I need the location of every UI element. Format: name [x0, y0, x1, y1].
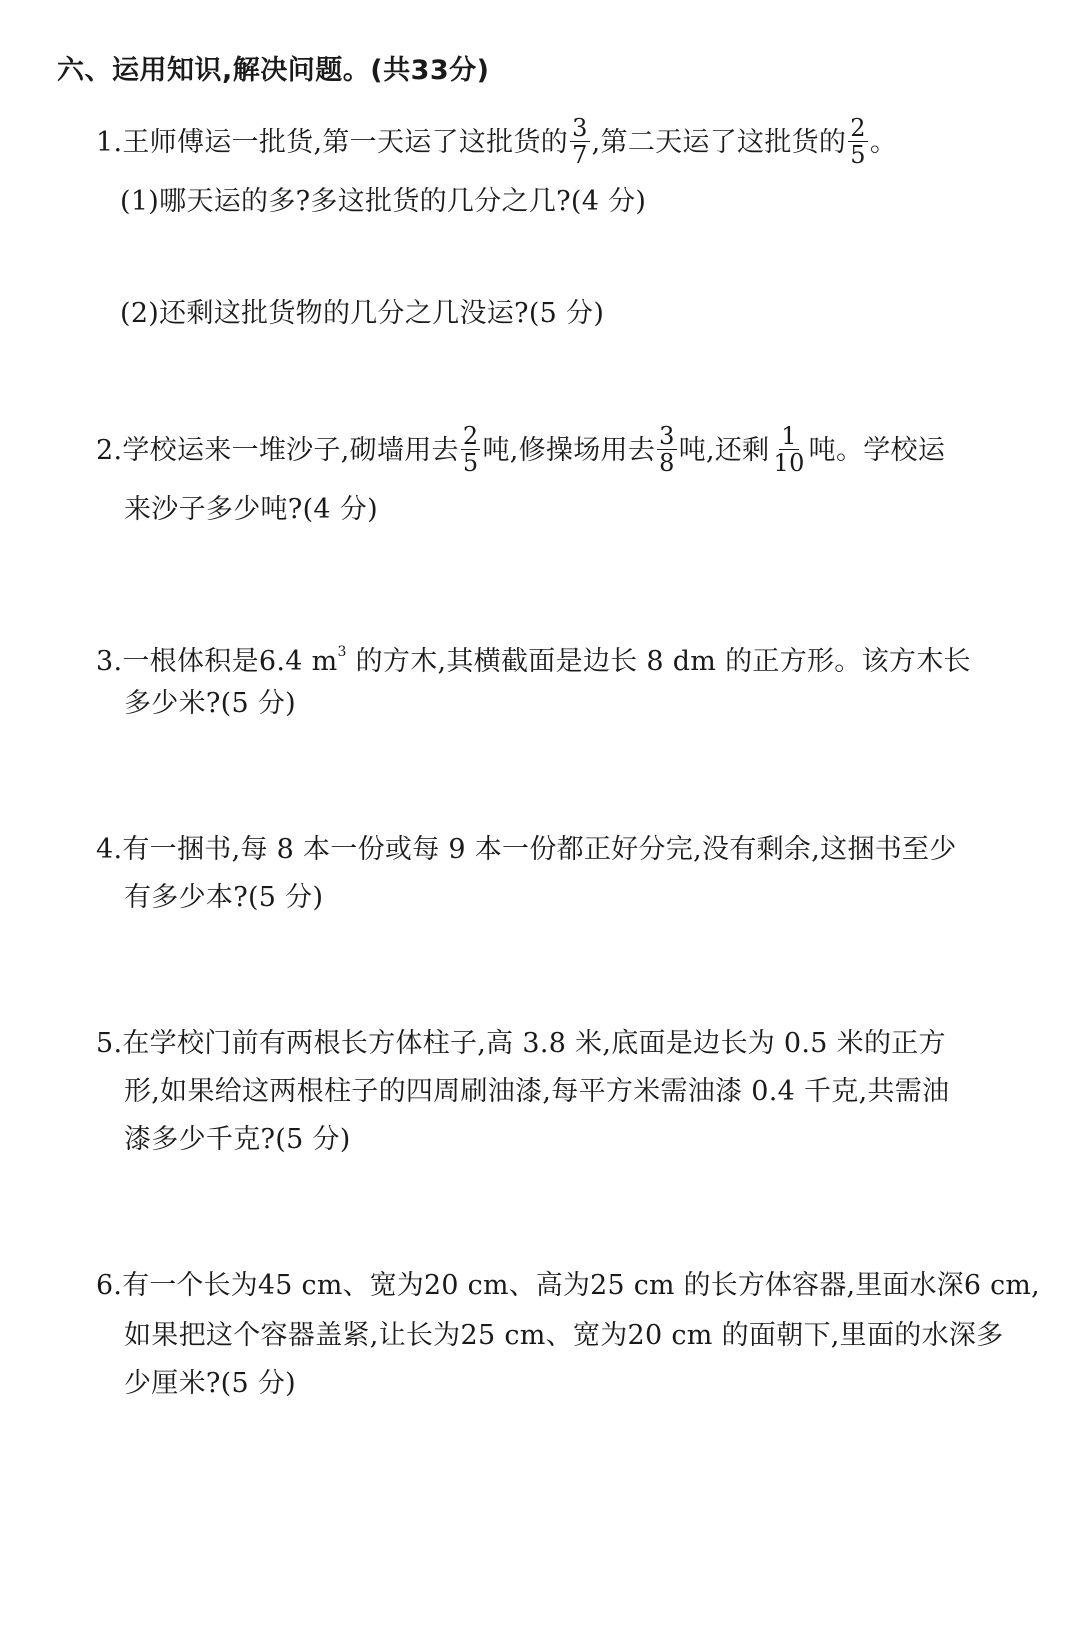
question-3-text-b: 的方木,其横截面是边长 8 dm 的正方形。该方木长: [346, 646, 971, 677]
question-4-text: 有一捆书,每 8 本一份或每 9 本一份都正好分完,没有剩余,这捆书至少: [122, 834, 957, 865]
fraction-3-7: [570, 116, 590, 167]
question-6-line-2: 如果把这个容器盖紧,让长为25 cm、宽为20 cm 的面朝下,里面的水深多: [124, 1320, 1004, 1351]
question-1-text-a: 王师傅运一批货,第一天运了这批货的: [122, 127, 569, 158]
question-4-number: 4.: [96, 834, 123, 865]
fraction-numerator: 2: [462, 422, 479, 450]
question-1: [96, 114, 898, 169]
question-2-text-d: 吨。学校运: [808, 435, 946, 466]
question-2-text-b: 吨,修操场用去: [482, 435, 656, 466]
question-6-text: 有一个长为45 cm、宽为20 cm、高为25 cm 的长方体容器,里面水深6 cm,: [122, 1270, 1040, 1301]
question-3-number: 3.: [96, 646, 123, 677]
fraction-numerator: 1: [781, 422, 797, 450]
question-5-text: 在学校门前有两根长方体柱子,高 3.8 米,底面是边长为 0.5 米的正方: [122, 1028, 946, 1059]
fraction-3-8: [657, 424, 677, 475]
question-6: [96, 1268, 1040, 1304]
fraction-denominator: 5: [462, 449, 479, 477]
fraction-denominator: 7: [572, 141, 588, 169]
fraction-numerator: 3: [572, 114, 588, 142]
fraction-denominator: 8: [659, 449, 675, 477]
fraction-2-5: [848, 116, 868, 167]
question-1-text-c: 。: [869, 127, 898, 158]
question-2: [96, 422, 946, 477]
question-1-part-2: (2)还剩这批货物的几分之几没运?(5 分): [120, 298, 605, 329]
question-4: [96, 832, 957, 868]
question-4-line-2: 有多少本?(5 分): [124, 882, 324, 913]
question-2-text-a: 学校运来一堆沙子,砌墙用去: [122, 435, 459, 466]
question-5-number: 5.: [96, 1028, 123, 1059]
fraction-2-5: [461, 424, 481, 475]
question-6-line-3: 少厘米?(5 分): [124, 1368, 297, 1399]
question-6-number: 6.: [96, 1270, 123, 1301]
question-1-text-b: ,第二天运了这批货的: [591, 127, 847, 158]
question-2-line-2: 来沙子多少吨?(4 分): [124, 494, 378, 525]
question-5-line-3: 漆多少千克?(5 分): [124, 1124, 351, 1155]
superscript-3: 3: [337, 644, 347, 660]
fraction-denominator: 10: [773, 449, 805, 477]
question-2-text-c: 吨,还剩: [678, 435, 770, 466]
question-1-number: 1.: [96, 127, 123, 158]
fraction-numerator: 3: [659, 422, 675, 450]
question-3-text-a: 一根体积是6.4 m: [122, 646, 338, 677]
question-3-line-2: 多少米?(5 分): [124, 688, 297, 719]
question-1-part-1: (1)哪天运的多?多这批货的几分之几?(4 分): [120, 186, 647, 217]
question-3: [96, 638, 971, 680]
question-5: [96, 1026, 946, 1062]
fraction-denominator: 5: [850, 141, 866, 169]
fraction-1-10: [772, 424, 807, 475]
question-2-number: 2.: [96, 435, 123, 466]
fraction-numerator: 2: [850, 114, 866, 142]
question-5-line-2: 形,如果给这两根柱子的四周刷油漆,每平方米需油漆 0.4 千克,共需油: [124, 1076, 950, 1107]
section-title: 六、运用知识,解决问题。(共33分): [57, 55, 490, 86]
